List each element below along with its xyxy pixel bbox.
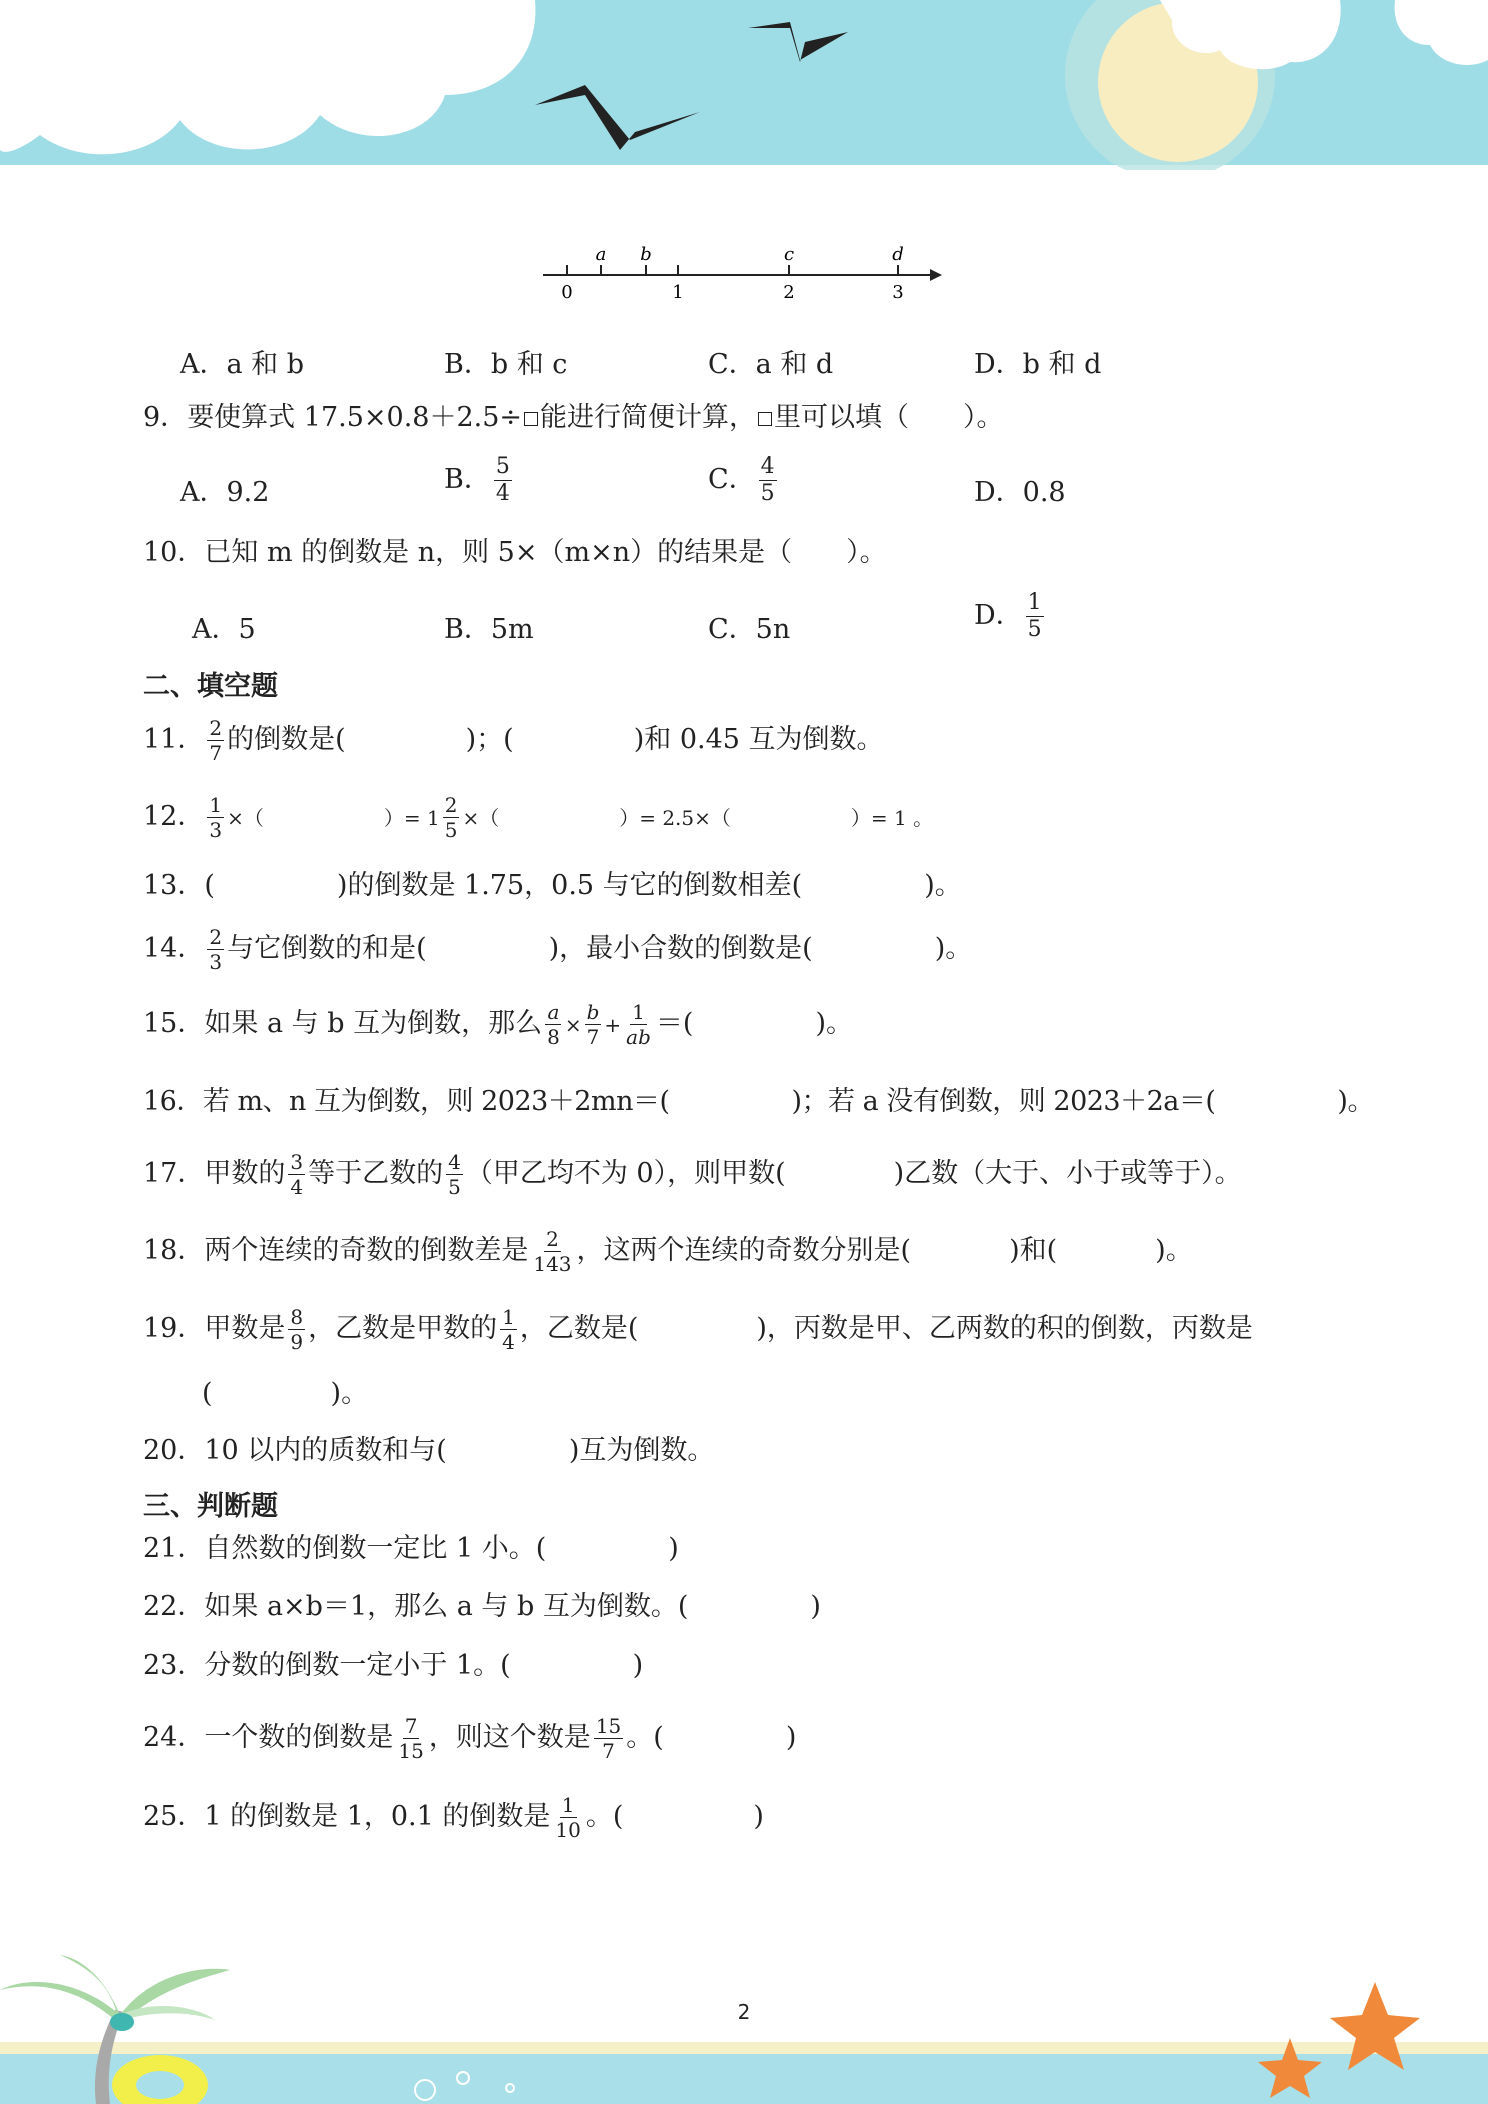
blank-box-icon xyxy=(758,412,772,426)
q24-number: 24． xyxy=(143,1722,205,1753)
q16-text-2: )；若 a 没有倒数，则 2023＋2a＝( xyxy=(791,1086,1216,1117)
question-23 xyxy=(143,1649,643,1683)
fraction-denominator: 5 xyxy=(444,818,458,842)
times-operator: × xyxy=(564,1013,582,1037)
q17-number: 17． xyxy=(143,1158,205,1189)
q9-option-d: D．0.8 xyxy=(974,477,1066,508)
q9-option-b-label: B． xyxy=(444,464,491,495)
question-18 xyxy=(143,1229,1193,1274)
q9-option-c-label: C． xyxy=(708,464,756,495)
q9-option-c xyxy=(708,456,780,505)
q23-number: 23． xyxy=(143,1650,205,1681)
question-11 xyxy=(143,718,884,763)
fraction-numerator: 5 xyxy=(495,454,510,479)
question-12 xyxy=(143,795,933,840)
point-label-a: a xyxy=(595,244,607,265)
point-label-d: d xyxy=(892,244,904,265)
fraction-denominator: 4 xyxy=(502,1330,515,1354)
q22-number: 22． xyxy=(143,1591,205,1622)
question-13 xyxy=(143,869,962,903)
q18-text-2: ，这两个连续的奇数分别是( xyxy=(576,1235,912,1266)
fraction-numerator: 7 xyxy=(404,1714,418,1738)
q21-text: 自然数的倒数一定比 1 小。( xyxy=(204,1533,547,1564)
q10-text: 已知 m 的倒数是 n，则 5×（m×n）的结果是（ ）。 xyxy=(204,537,887,568)
section-heading-fill-blank: 二、填空题 xyxy=(143,671,278,702)
q11-text: 的倒数是( xyxy=(227,724,346,755)
q8-option-b: B．b 和 c xyxy=(444,349,568,380)
fraction-numerator: 15 xyxy=(595,1714,622,1738)
fraction-denominator: 3 xyxy=(209,950,223,974)
tick-label-3: 3 xyxy=(892,282,904,303)
fraction-numerator: 1 xyxy=(502,1305,515,1329)
q19-text-5: ( xyxy=(202,1378,213,1409)
fraction-numerator: 1 xyxy=(632,1000,645,1024)
q25-number: 25． xyxy=(143,1801,205,1832)
q24-text: 一个数的倒数是 xyxy=(204,1722,394,1753)
q8-option-a: A．a 和 b xyxy=(180,349,305,380)
q22-text: 如果 a×b＝1，那么 a 与 b 互为倒数。( xyxy=(204,1591,689,1622)
q25-text-3: ) xyxy=(753,1801,764,1832)
fraction-denominator: 5 xyxy=(1027,617,1042,642)
question-9 xyxy=(143,401,1004,435)
q12-text-5: ）= 1 。 xyxy=(850,806,934,830)
fraction-numerator: 4 xyxy=(448,1150,461,1174)
q12-text-3: ×（ xyxy=(462,806,500,830)
fraction-denominator: 3 xyxy=(209,818,223,842)
q24-text-4: ) xyxy=(785,1722,797,1753)
question-21 xyxy=(143,1532,679,1566)
q9-text-2: 能进行简便计算， xyxy=(540,402,757,433)
q10-number: 10． xyxy=(143,537,205,568)
q23-text: 分数的倒数一定小于 1。( xyxy=(204,1650,511,1681)
footer-banner xyxy=(0,1920,1488,2104)
q17-text-2: 等于乙数的 xyxy=(308,1158,444,1189)
q23-text-2: ) xyxy=(632,1650,644,1681)
q9-option-b xyxy=(444,456,515,505)
tick-label-0: 0 xyxy=(561,282,573,303)
q25-text: 1 的倒数是 1，0.1 的倒数是 xyxy=(204,1801,551,1832)
q18-text-4: )。 xyxy=(1155,1235,1193,1266)
q19-text-3: ，乙数是( xyxy=(519,1313,639,1344)
q20-text-2: )互为倒数。 xyxy=(568,1435,715,1466)
blank-box-icon xyxy=(524,412,538,426)
fraction-denominator: 10 xyxy=(555,1818,581,1842)
q24-text-2: ，则这个数是 xyxy=(428,1722,591,1753)
q8-option-c: C．a 和 d xyxy=(708,349,834,380)
q12-number: 12． xyxy=(143,801,205,832)
question-14 xyxy=(143,927,972,972)
tick-label-2: 2 xyxy=(783,282,795,303)
tick-label-1: 1 xyxy=(672,282,684,303)
q15-text-3: )。 xyxy=(815,1008,853,1039)
question-15 xyxy=(143,1002,853,1047)
fraction-denominator: 8 xyxy=(547,1025,560,1049)
question-10 xyxy=(143,536,887,570)
q17-text-4: )乙数（大于、小于或等于）。 xyxy=(893,1158,1242,1189)
fraction-numerator: 8 xyxy=(290,1305,304,1329)
point-label-c: c xyxy=(783,244,795,265)
fraction-numerator: 1 xyxy=(1027,590,1042,615)
q9-text-3: 里可以填（ ）。 xyxy=(774,402,1004,433)
q12-text: ×（ xyxy=(227,806,264,830)
page-number: 2 xyxy=(737,2000,751,2024)
q10-option-b: B．5m xyxy=(444,614,534,645)
fraction-denominator: 7 xyxy=(586,1025,600,1049)
q22-text-2: ) xyxy=(810,1591,821,1622)
q8-option-d: D．b 和 d xyxy=(974,349,1102,380)
q13-text-3: )。 xyxy=(924,870,962,901)
q21-text-2: ) xyxy=(668,1533,679,1564)
fraction-denominator: 5 xyxy=(760,481,775,506)
q19-text: 甲数是 xyxy=(204,1313,286,1344)
q17-text: 甲数的 xyxy=(204,1158,286,1189)
plus-operator: + xyxy=(604,1013,622,1037)
q10-option-a: A．5 xyxy=(192,614,256,645)
q19-text-2: ，乙数是甲数的 xyxy=(308,1313,498,1344)
fraction-numerator: 2 xyxy=(209,925,223,949)
fraction-numerator: 1 xyxy=(209,793,223,817)
q16-number: 16． xyxy=(143,1086,203,1117)
fraction-numerator: a xyxy=(547,1000,560,1024)
q15-text-2: ＝( xyxy=(655,1008,694,1039)
q16-text: 若 m、n 互为倒数，则 2023＋2mn＝( xyxy=(202,1086,670,1117)
fraction-numerator: b xyxy=(586,1000,600,1024)
q11-text-3: )和 0.45 互为倒数。 xyxy=(633,724,884,755)
fraction-numerator: 2 xyxy=(546,1227,559,1251)
q15-text: 如果 a 与 b 互为倒数，那么 xyxy=(204,1008,543,1039)
q16-text-3: )。 xyxy=(1337,1086,1374,1117)
fraction-denominator: 4 xyxy=(290,1175,304,1199)
q20-number: 20． xyxy=(143,1435,205,1466)
q9-number: 9． xyxy=(143,402,188,433)
q13-text-2: )的倒数是 1.75，0.5 与它的倒数相差( xyxy=(336,870,803,901)
q13-text: ( xyxy=(204,870,215,901)
q10-option-d xyxy=(974,592,1047,641)
q14-text-3: )。 xyxy=(934,933,973,964)
point-label-b: b xyxy=(640,244,652,265)
fraction-denominator: 7 xyxy=(209,741,223,765)
fraction-numerator: 4 xyxy=(760,454,775,479)
q11-number: 11． xyxy=(143,724,205,755)
fraction-denominator: ab xyxy=(626,1025,651,1049)
fraction-denominator: 143 xyxy=(533,1252,572,1276)
q19-number: 19． xyxy=(143,1313,205,1344)
question-24 xyxy=(143,1716,796,1761)
q14-text-2: )，最小合数的倒数是( xyxy=(548,933,813,964)
fraction-denominator: 4 xyxy=(495,481,510,506)
section-heading-true-false: 三、判断题 xyxy=(143,1491,278,1522)
q14-number: 14． xyxy=(143,933,205,964)
question-19 xyxy=(143,1307,1253,1352)
fraction-denominator: 7 xyxy=(602,1739,615,1763)
q14-text: 与它倒数的和是( xyxy=(227,933,427,964)
q19-text-6: )。 xyxy=(330,1378,369,1409)
question-22 xyxy=(143,1590,821,1624)
question-25 xyxy=(143,1795,764,1840)
q10-option-d-label: D． xyxy=(974,600,1023,631)
fraction-numerator: 3 xyxy=(290,1150,304,1174)
fraction-numerator: 2 xyxy=(209,716,223,740)
question-16 xyxy=(143,1085,1374,1119)
q19-text-4: )，丙数是甲、乙两数的积的倒数，丙数是 xyxy=(756,1313,1253,1344)
q20-text: 10 以内的质数和与( xyxy=(204,1435,447,1466)
q12-text-4: ）= 2.5×（ xyxy=(619,806,731,830)
header-banner xyxy=(0,0,1488,170)
q9-text: 要使算式 17.5×0.8＋2.5÷ xyxy=(187,402,523,433)
number-line-figure xyxy=(535,240,945,305)
q10-option-c: C．5n xyxy=(708,614,791,645)
q18-text-3: )和( xyxy=(1009,1235,1058,1266)
q18-number: 18． xyxy=(143,1235,205,1266)
fraction-numerator: 1 xyxy=(561,1793,575,1817)
q11-text-2: )；( xyxy=(465,724,514,755)
fraction-denominator: 15 xyxy=(398,1739,424,1763)
q24-text-3: 。( xyxy=(626,1722,664,1753)
question-17 xyxy=(143,1152,1242,1197)
fraction-denominator: 5 xyxy=(448,1175,461,1199)
question-20 xyxy=(143,1434,714,1468)
q13-number: 13． xyxy=(143,870,205,901)
q18-text: 两个连续的奇数的倒数差是 xyxy=(204,1235,529,1266)
fraction-denominator: 9 xyxy=(290,1330,304,1354)
q21-number: 21． xyxy=(143,1533,205,1564)
q9-option-a: A．9.2 xyxy=(180,477,270,508)
question-19-continued xyxy=(202,1377,368,1411)
q15-number: 15． xyxy=(143,1008,205,1039)
q17-text-3: （甲乙均不为 0），则甲数( xyxy=(465,1158,786,1189)
q25-text-2: 。( xyxy=(585,1801,624,1832)
fraction-numerator: 2 xyxy=(444,793,458,817)
q12-text-2: ）= 1 xyxy=(383,806,440,830)
